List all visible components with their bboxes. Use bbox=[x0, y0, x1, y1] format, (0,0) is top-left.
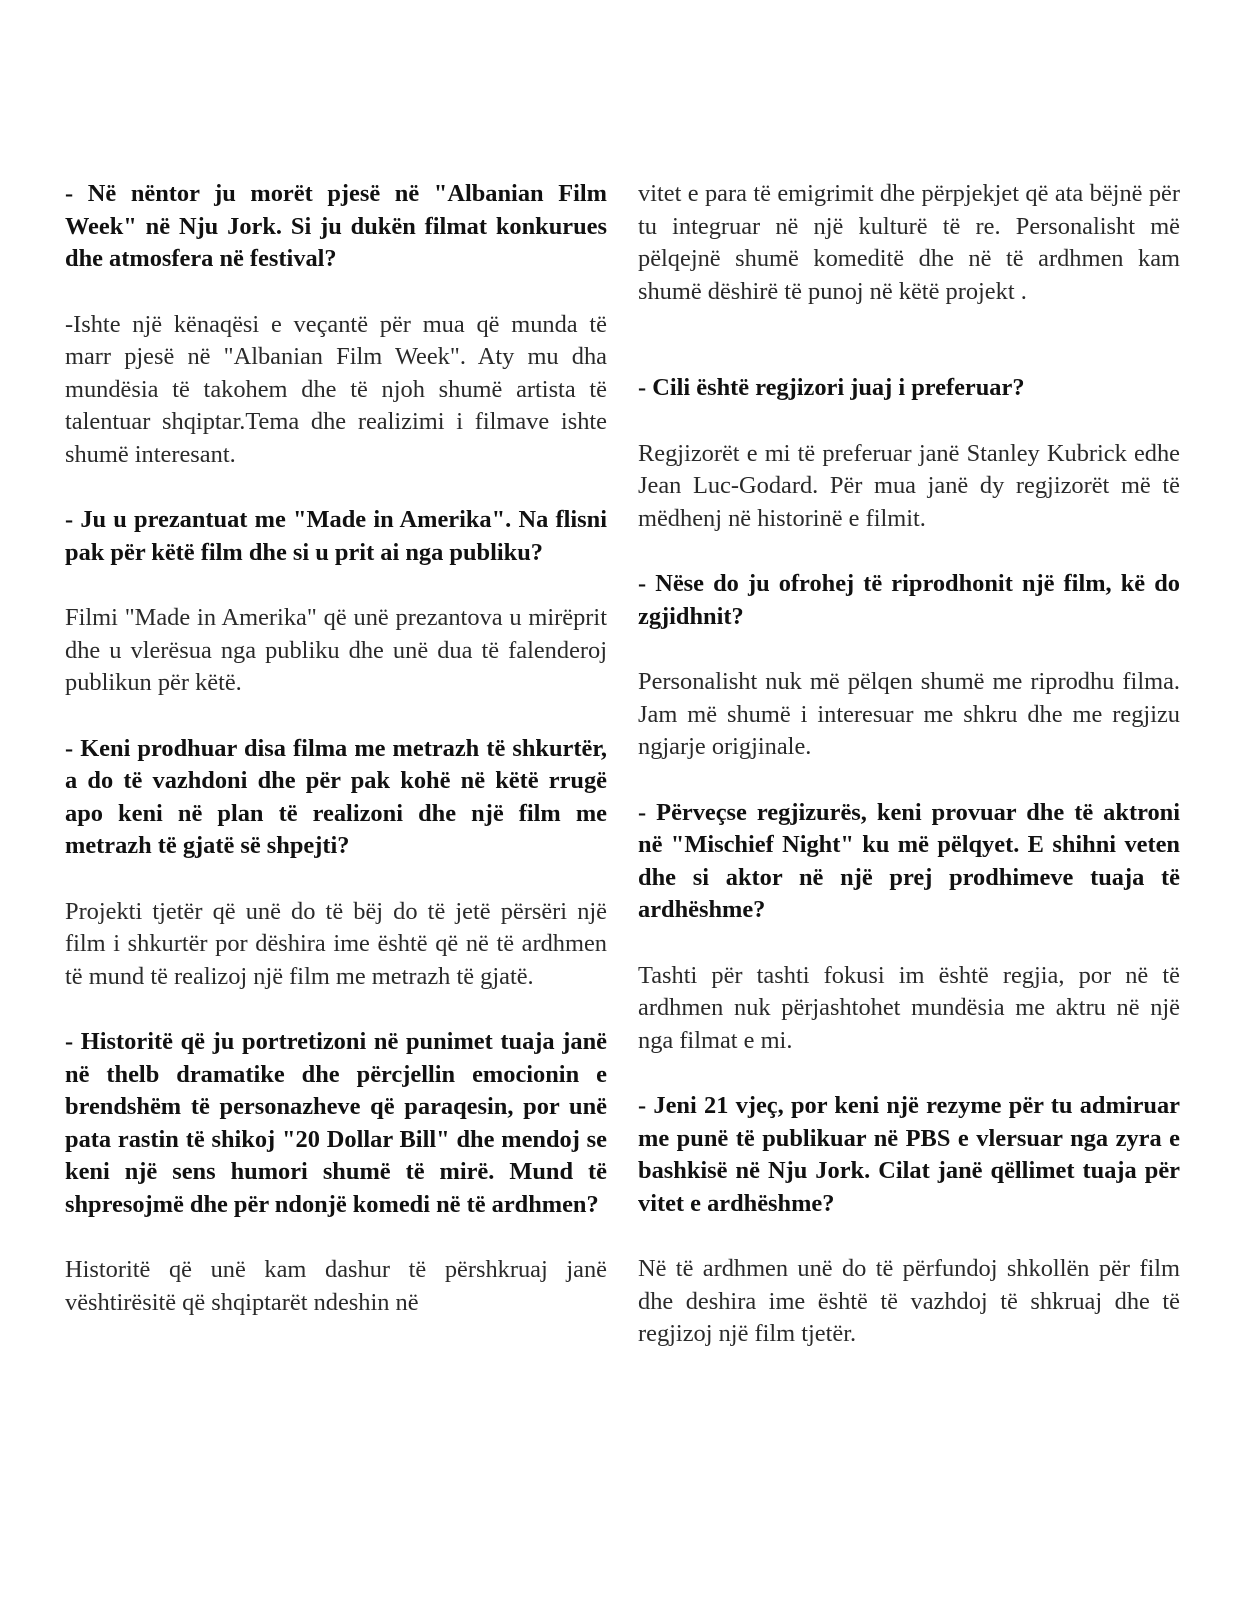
question-november-film-week: - Në nëntor ju morët pjesë në "Albanian Film Week" në Nju Jork. Si ju dukën filmat konkurues dhe atmosfera në festival? bbox=[65, 180, 607, 272]
answer-short-films: Projekti tjetër që unë do të bëj do të jetë përsëri një film i shkurtër por dëshira ime është që në të ardhmen të mund të realizoj një film me metrazh të gjatë. bbox=[65, 897, 607, 990]
answer-made-in-amerika: Filmi "Made in Amerika" që unë prezantova u mirëprit dhe u vlerësua nga publiku dhe unë dua të falenderoj publikun për këtë. bbox=[65, 604, 607, 696]
answer-comedy-start: Historitë që unë kam dashur të përshkruaj janë vështirësitë që shqiptarët ndeshin në bbox=[65, 1256, 607, 1316]
answer-november-film-week: -Ishte një kënaqësi e veçantë për mua që munda të marr pjesë në "Albanian Film Week". Aty mu dha mundësia të takohem dhe të njoh shumë artista të talentuar shqiptar.Tema dhe realizimi i filmave ishte shumë interesant. bbox=[65, 310, 607, 468]
answer-future-goals: Në të ardhmen unë do të përfundoj shkollën për film dhe deshira ime është të vazhdoj të shkruaj dhe të regjizoj një film tjetër. bbox=[638, 1255, 1180, 1347]
interview-page bbox=[65, 178, 1180, 1578]
answer-favorite-director: Regjizorët e mi të preferuar janë Stanley Kubrick edhe Jean Luc-Godard. Për mua janë dy regjizorët më të mëdhenj në historinë e filmit. bbox=[638, 439, 1180, 532]
question-short-films: - Keni prodhuar disa filma me metrazh të shkurtër, a do të vazhdoni dhe për pak kohë në këtë rrugë apo keni në plan të realizoni dhe një film me metrazh të gjatë së shpejti? bbox=[65, 734, 607, 859]
question-future-goals: - Jeni 21 vjeç, por keni një rezyme për tu admiruar me punë të publikuar në PBS e vlersuar nga zyra e bashkisë në Nju Jork. Cilat janë qëllimet tuaja për vitet e ardhëshme? bbox=[638, 1092, 1180, 1217]
question-made-in-amerika: - Ju u prezantuat me "Made in Amerika". Na flisni pak për këtë film dhe si u prit ai nga publiku? bbox=[65, 506, 607, 566]
question-acting: - Përveçse regjizurës, keni provuar dhe të aktroni në "Mischief Night" ku më pëlqyet. E shihni veten dhe si aktor në një prej prodhimeve tuaja të ardhëshme? bbox=[638, 798, 1180, 923]
answer-acting: Tashti për tashti fokusi im është regjia, por në të ardhmen nuk përjashtohet mundësia me aktru në një nga filmat e mi. bbox=[638, 961, 1180, 1054]
question-remake: - Nëse do ju ofrohej të riprodhonit një film, kë do zgjidhnit? bbox=[638, 570, 1180, 630]
answer-comedy-continued: vitet e para të emigrimit dhe përpjekjet që ata bëjnë për tu integruar në një kulturë të re. Personalisht më pëlqejnë shumë komeditë dhe në të ardhmen kam shumë dëshirë të punoj në këtë projekt . bbox=[638, 180, 1180, 305]
answer-remake: Personalisht nuk më pëlqen shumë me riprodhu filma. Jam më shumë i interesuar me shkru dhe me regjizu ngjarje origjinale. bbox=[638, 668, 1180, 760]
question-favorite-director: - Cili është regjizori juaj i preferuar? bbox=[638, 374, 1025, 401]
question-comedy: - Historitë që ju portretizoni në punimet tuaja janë në thelb dramatike dhe përcjellin emocionin e brendshëm të personazheve që paraqesin, por unë pata rastin të shikoj "20 Dollar Bill" dhe mendoj se keni një sens humori shumë të mirë. Mund të shpresojmë dhe për ndonjë komedi në të ardhmen? bbox=[65, 1028, 607, 1218]
right-column bbox=[638, 178, 1180, 1351]
left-column bbox=[65, 178, 607, 1319]
